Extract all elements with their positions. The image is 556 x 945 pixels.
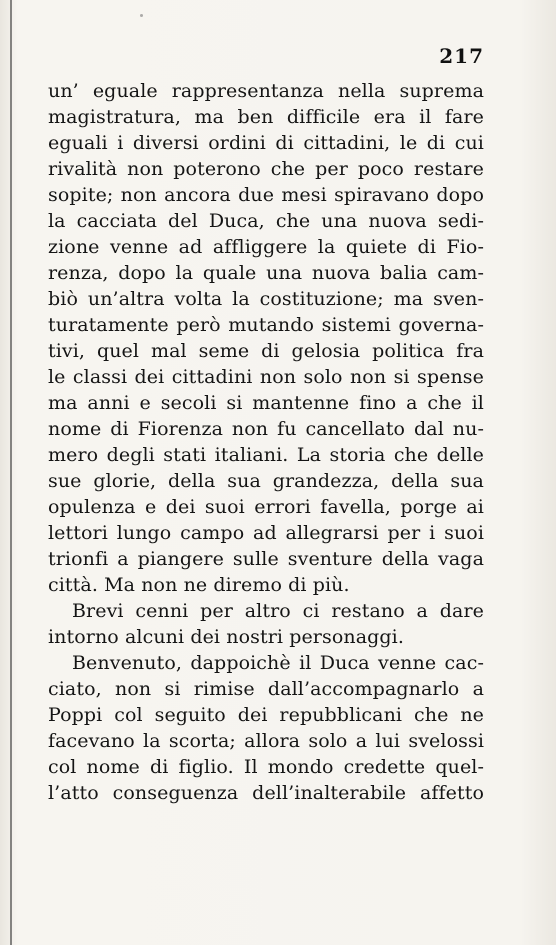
text-line: facevano la scorta; allora solo a lui svelossi	[48, 730, 484, 752]
text-line-paragraph-start: Benvenuto, dappoichè il Duca venne cac-	[72, 652, 484, 674]
text-line: renza, dopo la quale una nuova balia cam-	[48, 262, 484, 284]
text-line: rivalità non poterono che per poco restare	[48, 158, 484, 180]
text-line: tivi, quel mal seme di gelosia politica fra	[48, 340, 484, 362]
text-line: ciato, non si rimise dall’accompagnarlo a	[48, 678, 484, 700]
text-line-paragraph-end: intorno alcuni dei nostri personaggi.	[48, 626, 404, 648]
text-line: la cacciata del Duca, che una nuova sedi-	[48, 210, 484, 232]
text-line: col nome di figlio. Il mondo credette quel-	[48, 756, 484, 778]
text-line: lettori lungo campo ad allegrarsi per i suoi	[48, 522, 484, 544]
text-line: sopite; non ancora due mesi spiravano dopo	[48, 184, 484, 206]
text-line: trionfi a piangere sulle sventure della vaga	[48, 548, 484, 570]
text-line: sue glorie, della sua grandezza, della sua	[48, 470, 484, 492]
page-number: 217	[439, 44, 484, 68]
text-line: magistratura, ma ben difficile era il fare	[48, 106, 484, 128]
text-line: un’ eguale rappresentanza nella suprema	[48, 80, 484, 102]
text-line-paragraph-end: città. Ma non ne diremo di più.	[48, 574, 350, 596]
print-speck	[140, 14, 143, 17]
text-line: zione venne ad affliggere la quiete di Fio-	[48, 236, 484, 258]
text-line: opulenza e dei suoi errori favella, porge ai	[48, 496, 484, 518]
page-gutter-shadow	[10, 0, 12, 945]
text-line: mero degli stati italiani. La storia che delle	[48, 444, 484, 466]
text-line: l’atto conseguenza dell’inalterabile affetto	[48, 782, 484, 804]
text-line: le classi dei cittadini non solo non si spense	[48, 366, 484, 388]
text-line: eguali i diversi ordini di cittadini, le di cui	[48, 132, 484, 154]
text-line: turatamente però mutando sistemi governa-	[48, 314, 484, 336]
body-text	[48, 78, 484, 806]
text-line: ma anni e secoli si mantenne fino a che il	[48, 392, 484, 414]
text-line: nome di Fiorenza non fu cancellato dal nu-	[48, 418, 484, 440]
text-line: biò un’altra volta la costituzione; ma sven-	[48, 288, 484, 310]
text-line: Poppi col seguito dei repubblicani che ne	[48, 704, 484, 726]
text-line-paragraph-start: Brevi cenni per altro ci restano a dare	[72, 600, 484, 622]
